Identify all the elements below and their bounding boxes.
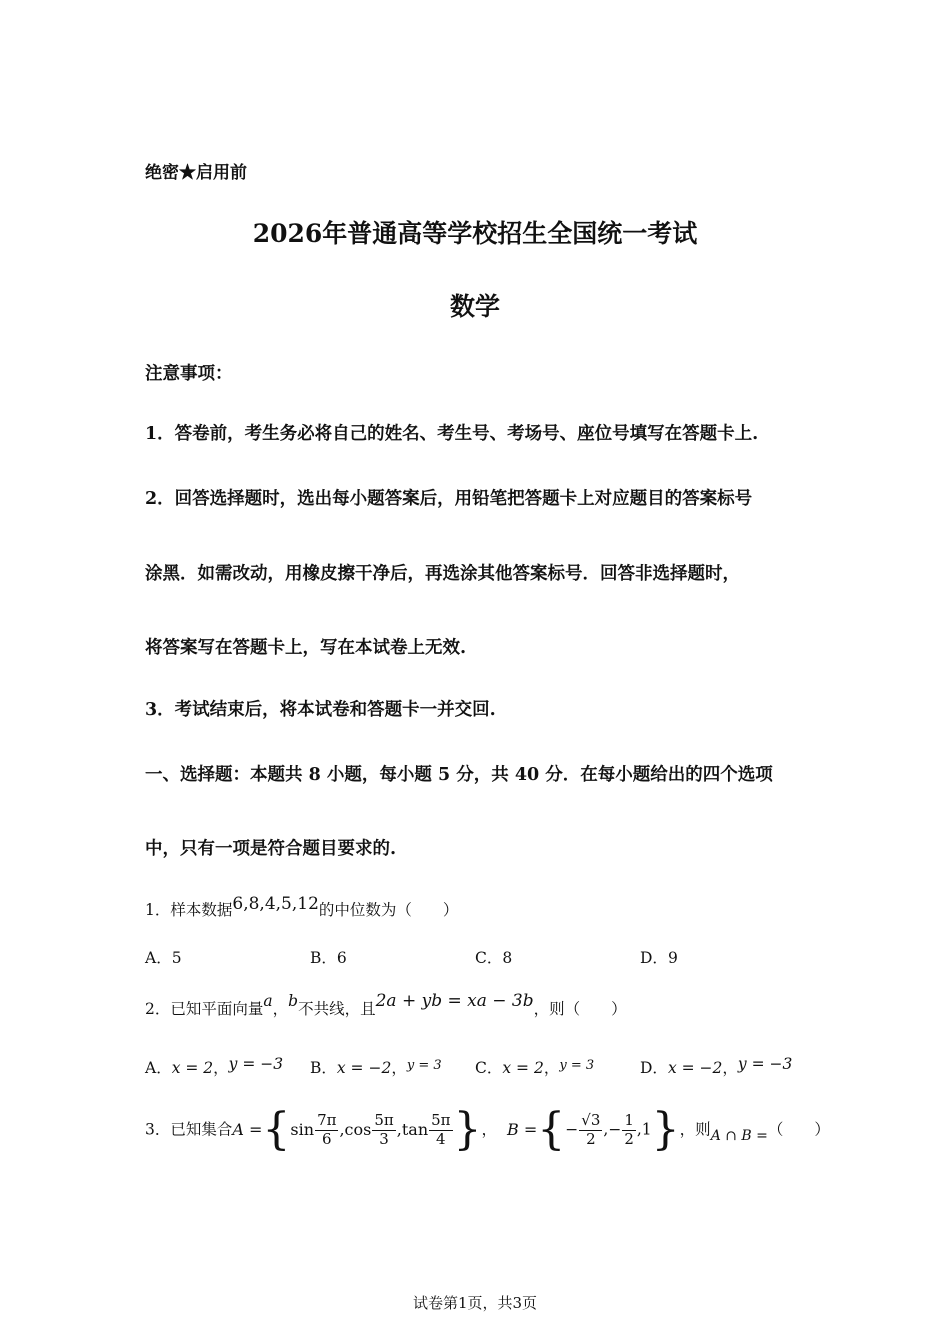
question-2-mid: 不共线，且: [298, 1000, 376, 1018]
section-heading-line-1: 一、选择题：本题共 8 小题，每小题 5 分，共 40 分．在每小题给出的四个选项: [145, 765, 773, 785]
answer-paren: （ ）: [767, 1120, 830, 1139]
q2-option-a: A．x = 2，y = −3: [145, 1055, 284, 1077]
question-2-prefix: 2．已知平面向量: [145, 1000, 264, 1018]
set-b-open-brace: {: [537, 1104, 566, 1155]
set-a-open-brace: {: [262, 1104, 291, 1155]
notice-heading: 注意事项：: [145, 364, 233, 384]
vector-a: a: [263, 992, 273, 1010]
page-footer: 试卷第1页，共3页: [412, 1294, 538, 1312]
question-2-equation: 2a + yb = xa − 3b: [375, 991, 534, 1011]
set-a-name: A =: [232, 1120, 263, 1139]
question-3-suffix: ，则: [679, 1120, 711, 1139]
set-a-close-brace: }: [453, 1104, 482, 1155]
q1-option-d: D．9: [640, 949, 678, 967]
fraction-5pi-4: $\frac{5\pi}{4}$: [431, 1111, 451, 1148]
q1-option-a: A．5: [145, 949, 182, 967]
notice-item-2-line-1: 2．回答选择题时，选出每小题答案后，用铅笔把答题卡上对应题目的答案标号: [145, 489, 753, 509]
fraction-5pi-3: $\frac{5\pi}{3}$: [374, 1111, 394, 1148]
notice-item-1: 1．答卷前，考生务必将自己的姓名、考生号、考场号、座位号填写在答题卡上.: [145, 424, 759, 444]
notice-item-2-line-3: 将答案写在答题卡上，写在本试卷上无效.: [145, 638, 467, 658]
question-2: 2．已知平面向量a，b不共线，且2a + yb = xa − 3b，则（ ）: [145, 991, 627, 1018]
exam-subject: 数学: [449, 292, 500, 321]
intersection-expression: A ∩ B =: [710, 1128, 768, 1144]
q2-option-b: B．x = −2，$^{y = 3}$: [310, 1058, 442, 1077]
question-1-suffix: 的中位数为（ ）: [318, 901, 459, 919]
question-2-suffix: ，则（ ）: [533, 1000, 627, 1018]
set-b-name: B =: [507, 1120, 538, 1139]
fraction-7pi-6: $\frac{7\pi}{6}$: [317, 1111, 337, 1148]
notice-item-3: 3．考试结束后，将本试卷和答题卡一并交回.: [145, 700, 496, 720]
question-1-data: 6,8,4,5,12: [232, 894, 319, 914]
question-1-prefix: 1．样本数据: [145, 901, 233, 919]
q2-option-c: C．x = 2，$^{y = 3}$: [475, 1058, 595, 1077]
q1-option-c: C．8: [475, 949, 513, 967]
q1-option-b: B．6: [310, 949, 347, 967]
question-3-prefix: 3．已知集合: [145, 1120, 233, 1139]
notice-item-2-line-2: 涂黑．如需改动，用橡皮擦干净后，再选涂其他答案标号．回答非选择题时，: [145, 564, 740, 584]
set-b-close-brace: }: [651, 1104, 680, 1155]
question-1: [145, 894, 459, 920]
exam-title: 2026年普通高等学校招生全国统一考试: [252, 219, 698, 248]
question-3: 3．已知集合A ={sin $\frac{7\pi}{6}$ ,cos $\frac{5\pi}{3}$ ,tan $\frac{5\pi}{4}$ }， B ={− $\frac{√3}{2}$ ,− $\frac{1}{2}$ ,1}，则A ∩ B =（ ）: [145, 1104, 830, 1155]
q2-option-d: D．x = −2，y = −3: [640, 1055, 793, 1077]
fraction-sqrt3-2: $\frac{√3}{2}$: [581, 1111, 601, 1148]
vector-b: b: [288, 992, 299, 1010]
confidential-label: 绝密★启用前: [145, 163, 247, 183]
section-heading-line-2: 中，只有一项是符合题目要求的.: [145, 839, 397, 859]
fraction-1-2: $\frac{1}{2}$: [624, 1111, 634, 1148]
